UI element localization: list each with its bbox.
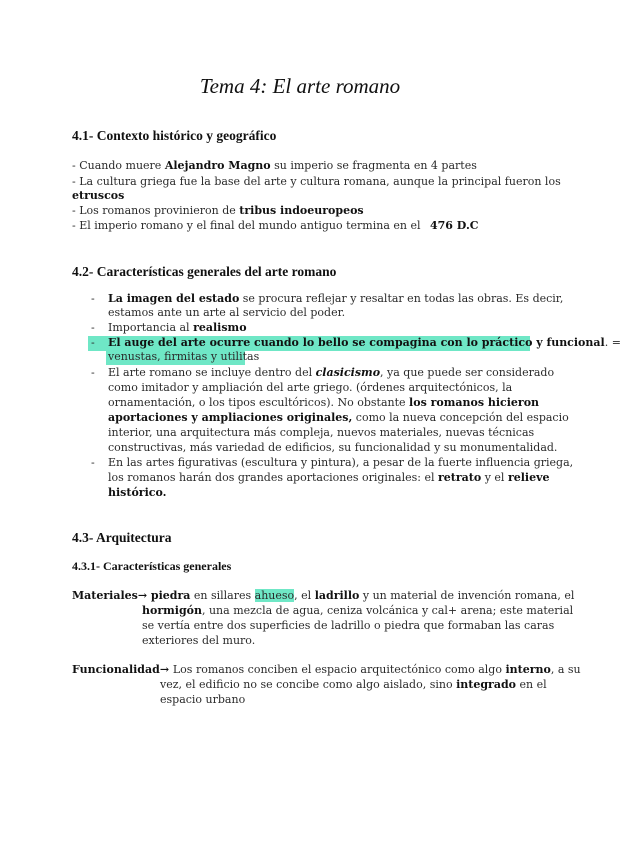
paragraph-line: Funcionalidad→ Los romanos conciben el espacio arquitectónico como algo interno, a su	[72, 663, 581, 676]
list-item-continuation: histórico.	[108, 486, 167, 499]
paragraph-line: exteriores del muro.	[142, 634, 256, 647]
paragraph-line: - Los romanos provinieron de tribus indoeuropeos	[72, 204, 364, 217]
paragraph-line: vez, el edificio no se concibe como algo aislado, sino integrado en el	[160, 678, 547, 691]
section-heading-4-1: 4.1- Contexto histórico y geográfico	[72, 128, 277, 143]
list-item: En las artes figurativas (escultura y pintura), a pesar de la fuerte influencia griega,	[108, 456, 574, 469]
paragraph-line: - Cuando muere Alejandro Magno su imperio se fragmenta en 4 partes	[72, 159, 477, 172]
list-item-highlighted: El auge del arte ocurre cuando lo bello se compagina con lo práctico y funcional. =	[108, 336, 621, 349]
list-item-continuation: los romanos harán dos grandes aportaciones originales: el retrato y el relieve	[108, 471, 550, 484]
paragraph-line: hormigón, una mezcla de agua, ceniza volcánica y cal+ arena; este material	[142, 604, 574, 617]
bullet-dash: -	[91, 456, 95, 469]
document-title: Tema 4: El arte romano	[199, 74, 401, 98]
paragraph-line: se vertía entre dos superficies de ladrillo o piedra que formaban las caras	[142, 619, 555, 632]
list-item-continuation: ornamentación, o los tipos escultóricos). No obstante los romanos hicieron	[108, 396, 540, 409]
list-item-continuation: como imitador y ampliación del arte griego. (órdenes arquitectónicos, la	[108, 381, 513, 394]
list-item: El arte romano se incluye dentro del clasicismo, ya que puede ser considerado	[108, 366, 555, 379]
paragraph-line: espacio urbano	[160, 693, 246, 706]
list-item: Importancia al realismo	[108, 321, 247, 334]
list-item-continuation: aportaciones y ampliaciones originales, como la nueva concepción del espacio	[108, 411, 569, 424]
paragraph-line: - El imperio romano y el final del mundo antiguo termina en el 476 D.C	[72, 219, 479, 232]
bullet-dash: -	[91, 366, 95, 379]
subsection-heading-4-3-1: 4.3.1- Características generales	[72, 559, 232, 573]
bullet-dash: -	[91, 292, 95, 305]
list-item-continuation: estamos ante un arte al servicio del poder.	[108, 306, 346, 319]
list-item: La imagen del estado se procura reflejar y resaltar en todas las obras. Es decir,	[108, 292, 564, 305]
list-item-continuation: constructivas, más variedad de edificios, su funcionalidad y su monumentalidad.	[108, 441, 558, 454]
section-heading-4-2: 4.2- Características generales del arte romano	[72, 264, 337, 279]
section-heading-4-3: 4.3- Arquitectura	[72, 530, 172, 545]
paragraph-line: Materiales→ piedra en sillares ahueso, el ladrillo y un material de invención romana, el	[72, 589, 575, 602]
list-item-continuation: interior, una arquitectura más compleja, nuevos materiales, nuevas técnicas	[108, 426, 535, 439]
paragraph-line: - La cultura griega fue la base del arte y cultura romana, aunque la principal fueron los	[72, 175, 561, 188]
list-item-continuation: venustas, firmitas y utilitas	[108, 350, 260, 363]
paragraph-line: etruscos	[72, 189, 125, 202]
bullet-dash: -	[91, 336, 95, 349]
bullet-dash: -	[91, 321, 95, 334]
